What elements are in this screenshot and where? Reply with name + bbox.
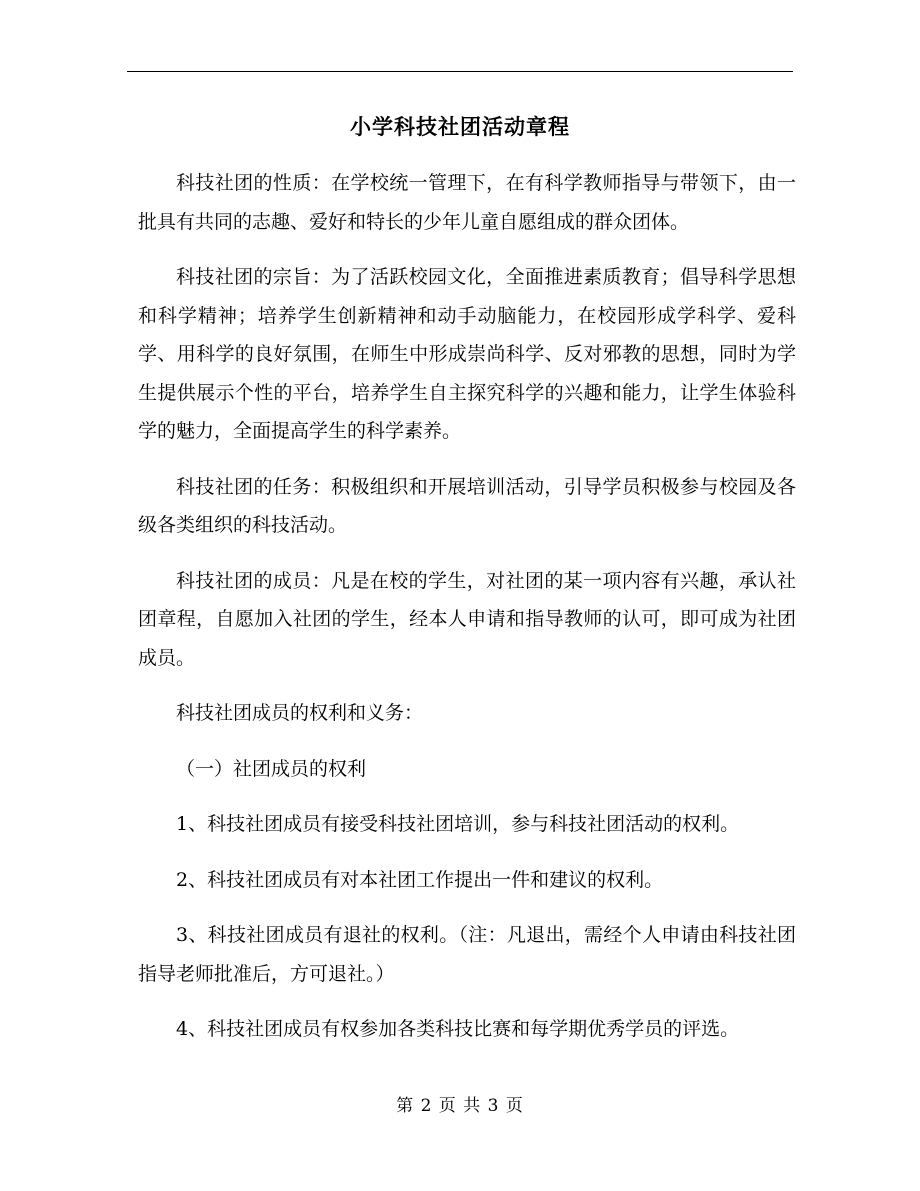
paragraph-right-1: 1、科技社团成员有接受科技社团培训，参与科技社团活动的权利。 [176,813,740,835]
paragraph-rights-subheading: （一）社团成员的权利 [176,757,367,780]
header-rule [127,71,793,72]
paragraph-rights-duties-heading: 科技社团成员的权利和义务： [176,702,424,724]
document-title: 小学科技社团活动章程 [350,114,570,139]
paragraph-right-2: 2、科技社团成员有对本社团工作提出一件和建议的权利。 [176,868,664,891]
paragraph-members: 科技社团的成员：凡是在校的学生，对社团的某一项内容有兴趣，承认社团章程，自愿加入社团的学生，经本人申请和指导教师的认可，即可成为社团成员。 [138,569,796,669]
paragraph-right-3: 3、科技社团成员有退社的权利。（注：凡退出，需经个人申请由科技社团指导老师批准后，方可退社。） [138,924,796,985]
document-body [138,164,796,1066]
paragraph-right-4: 4、科技社团成员有权参加各类科技比赛和每学期优秀学员的评选。 [176,1018,740,1040]
paragraph-tasks: 科技社团的任务：积极组织和开展培训活动，引导学员积极参与校园及各级各类组织的科技活动。 [138,475,796,536]
paragraph-nature: 科技社团的性质：在学校统一管理下，在有科学教师指导与带领下，由一批具有共同的志趣、爱好和特长的少年儿童自愿组成的群众团体。 [138,172,796,233]
page-number: 第 2 页 共 3 页 [396,1096,524,1116]
paragraph-purpose: 科技社团的宗旨：为了活跃校园文化，全面推进素质教育；倡导科学思想和科学精神；培养学生创新精神和动手动脑能力，在校园形成学科学、爱科学、用科学的良好氛围，在师生中形成崇尚科学、反对邪教的思想，同时为学生提供展示个性的平台，培养学生自主探究科学的兴趣和能力，让学生体验科学的魅力，全面提高学生的科学素养。 [138,266,796,442]
